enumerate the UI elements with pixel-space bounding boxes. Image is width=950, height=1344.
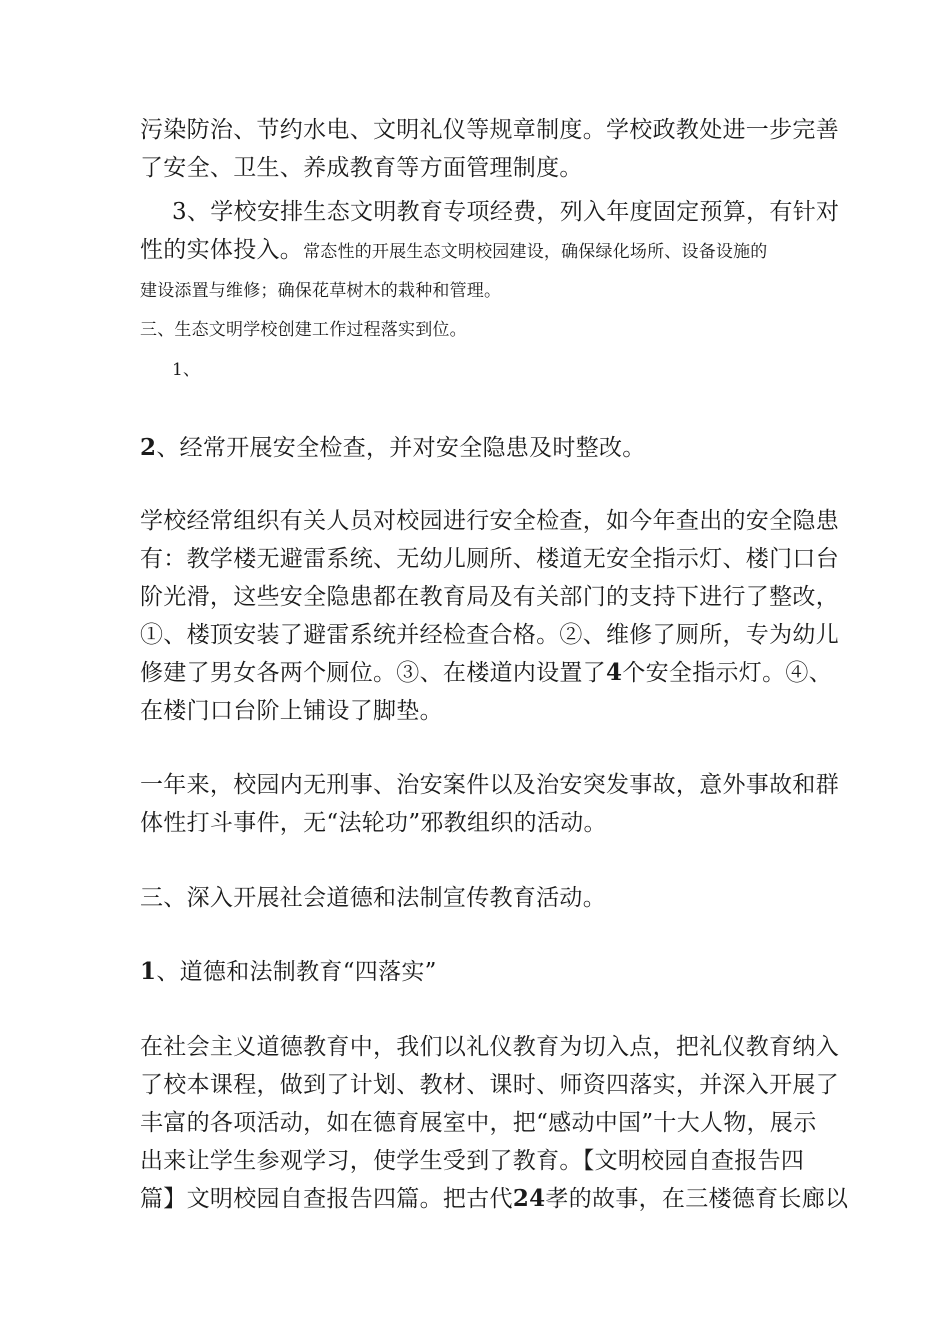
paragraph-line: 一年来，校园内无刑事、治安案件以及治安突发事故，意外事故和群: [140, 772, 839, 798]
paragraph-line: 丰富的各项活动，如在德育展室中，把“感动中国”十大人物，展示: [140, 1110, 817, 1136]
section-heading: 三、深入开展社会道德和法制宣传教育活动。: [140, 885, 606, 911]
paragraph-line: 3、学校安排生态文明教育专项经费，列入年度固定预算，有针对: [172, 199, 840, 225]
number-text: 24: [512, 1185, 546, 1212]
subsection-heading: [140, 957, 437, 987]
number-text: 4: [606, 659, 623, 686]
paragraph-line: 在楼门口台阶上铺设了脚垫。: [140, 698, 443, 724]
line-text: 修建了男女各两个厕位。③、在楼道内设置了: [140, 660, 606, 686]
paragraph-line: [140, 235, 768, 267]
paragraph-line: [140, 1184, 848, 1214]
line-text: 个安全指示灯。④、: [622, 660, 833, 686]
heading-number: 2: [140, 434, 157, 461]
line-text-small: 常态性的开展生态文明校园建设，确保绿化场所、设备设施的: [303, 242, 768, 262]
paragraph-line: 学校经常组织有关人员对校园进行安全检查，如今年查出的安全隐患: [140, 508, 839, 534]
paragraph-line: 了安全、卫生、养成教育等方面管理制度。: [140, 155, 583, 181]
paragraph-line: 体性打斗事件，无“法轮功”邪教组织的活动。: [140, 810, 607, 836]
subsection-heading: [140, 433, 646, 463]
paragraph-line: 建设添置与维修；确保花草树木的栽种和管理。: [140, 281, 502, 301]
heading-number: 1: [140, 958, 157, 985]
paragraph-line: 污染防治、节约水电、文明礼仪等规章制度。学校政教处进一步完善: [140, 117, 839, 143]
line-text: 孝的故事，在三楼德育长廊以: [545, 1186, 849, 1212]
paragraph-line: [140, 658, 832, 688]
paragraph-line: ①、楼顶安装了避雷系统并经检查合格。②、维修了厕所，专为幼儿: [140, 622, 839, 648]
line-text: 篇】文明校园自查报告四篇。把古代: [140, 1186, 513, 1212]
paragraph-line: 了校本课程，做到了计划、教材、课时、师资四落实，并深入开展了: [140, 1072, 839, 1098]
heading-text: 、道德和法制教育“四落实”: [156, 959, 437, 985]
line-text: 性的实体投入。: [140, 237, 304, 263]
paragraph-line: 阶光滑，这些安全隐患都在教育局及有关部门的支持下进行了整改，: [140, 584, 839, 610]
paragraph-line: 出来让学生参观学习，使学生受到了教育。【文明校园自查报告四: [140, 1148, 805, 1174]
heading-text: 、经常开展安全检查，并对安全隐患及时整改。: [156, 435, 646, 461]
numbered-item: 1、: [172, 360, 201, 380]
section-heading: 三、生态文明学校创建工作过程落实到位。: [140, 320, 467, 340]
paragraph-line: 有：教学楼无避雷系统、无幼儿厕所、楼道无安全指示灯、楼门口台: [140, 546, 839, 572]
paragraph-line: 在社会主义道德教育中，我们以礼仪教育为切入点，把礼仪教育纳入: [140, 1034, 839, 1060]
